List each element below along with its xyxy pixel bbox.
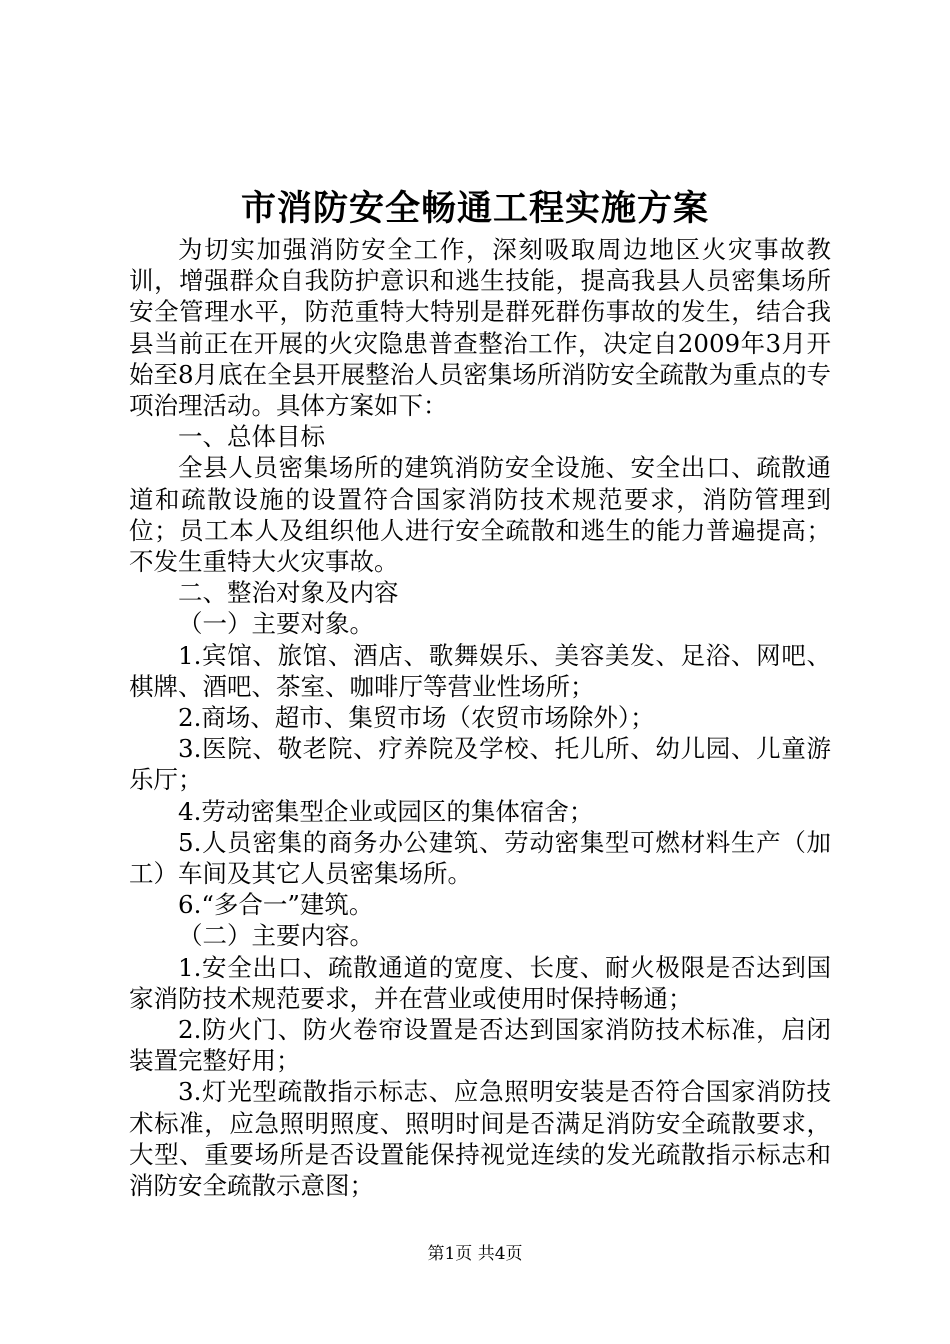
list-item-object-4: 4.劳动密集型企业或园区的集体宿舍； xyxy=(178,796,594,826)
list-item-object-2: 2.商场、超市、集贸市场（农贸市场除外）； xyxy=(178,703,655,733)
list-item-content-1: 1.安全出口、疏散通道的宽度、长度、耐火极限是否达到国家消防技术规范要求，并在营业或使用时保持畅通； xyxy=(129,952,831,1013)
list-item-object-5: 5.人员密集的商务办公建筑、劳动密集型可燃材料生产（加工）车间及其它人员密集场所。 xyxy=(129,827,831,889)
list-item-object-1: 1.宾馆、旅馆、酒店、歌舞娱乐、美容美发、足浴、网吧、棋牌、酒吧、茶室、咖啡厅等营业性场所； xyxy=(129,640,831,701)
list-item-object-6: 6.“多合一”建筑。 xyxy=(178,890,374,920)
document-title: 市消防安全畅通工程实施方案 xyxy=(240,188,709,229)
page-footer: 第1页 共4页 xyxy=(427,1244,523,1264)
subsection-heading-objects: （一）主要对象。 xyxy=(178,609,374,639)
paragraph-goal: 全县人员密集场所的建筑消防安全设施、安全出口、疏散通道和疏散设施的设置符合国家消防技术规范要求，消防管理到位；员工本人及组织他人进行安全疏散和逃生的能力普遍提高；不发生重特大火灾事故。 xyxy=(129,453,831,577)
list-item-content-3: 3.灯光型疏散指示标志、应急照明安装是否符合国家消防技术标准，应急照明照度、照明时间是否满足消防安全疏散要求，大型、重要场所是否设置能保持视觉连续的发光疏散指示标志和消防安全疏散示意图； xyxy=(129,1077,831,1201)
paragraph-intro: 为切实加强消防安全工作，深刻吸取周边地区火灾事故教训，增强群众自我防护意识和逃生技能，提高我县人员密集场所安全管理水平，防范重特大特别是群死群伤事故的发生，结合我县当前正在开展的火灾隐患普查整治工作，决定自2009年3月开始至8月底在全县开展整治人员密集场所消防安全疏散为重点的专项治理活动。具体方案如下： xyxy=(129,235,831,421)
list-item-content-2: 2.防火门、防火卷帘设置是否达到国家消防技术标准，启闭装置完整好用； xyxy=(129,1015,831,1076)
subsection-heading-content: （二）主要内容。 xyxy=(178,921,374,951)
document-body xyxy=(129,234,831,1201)
list-item-object-3: 3.医院、敬老院、疗养院及学校、托儿所、幼儿园、儿童游乐厅； xyxy=(129,734,831,795)
section-heading-goal: 一、总体目标 xyxy=(178,422,325,452)
section-heading-targets: 二、整治对象及内容 xyxy=(178,578,399,608)
